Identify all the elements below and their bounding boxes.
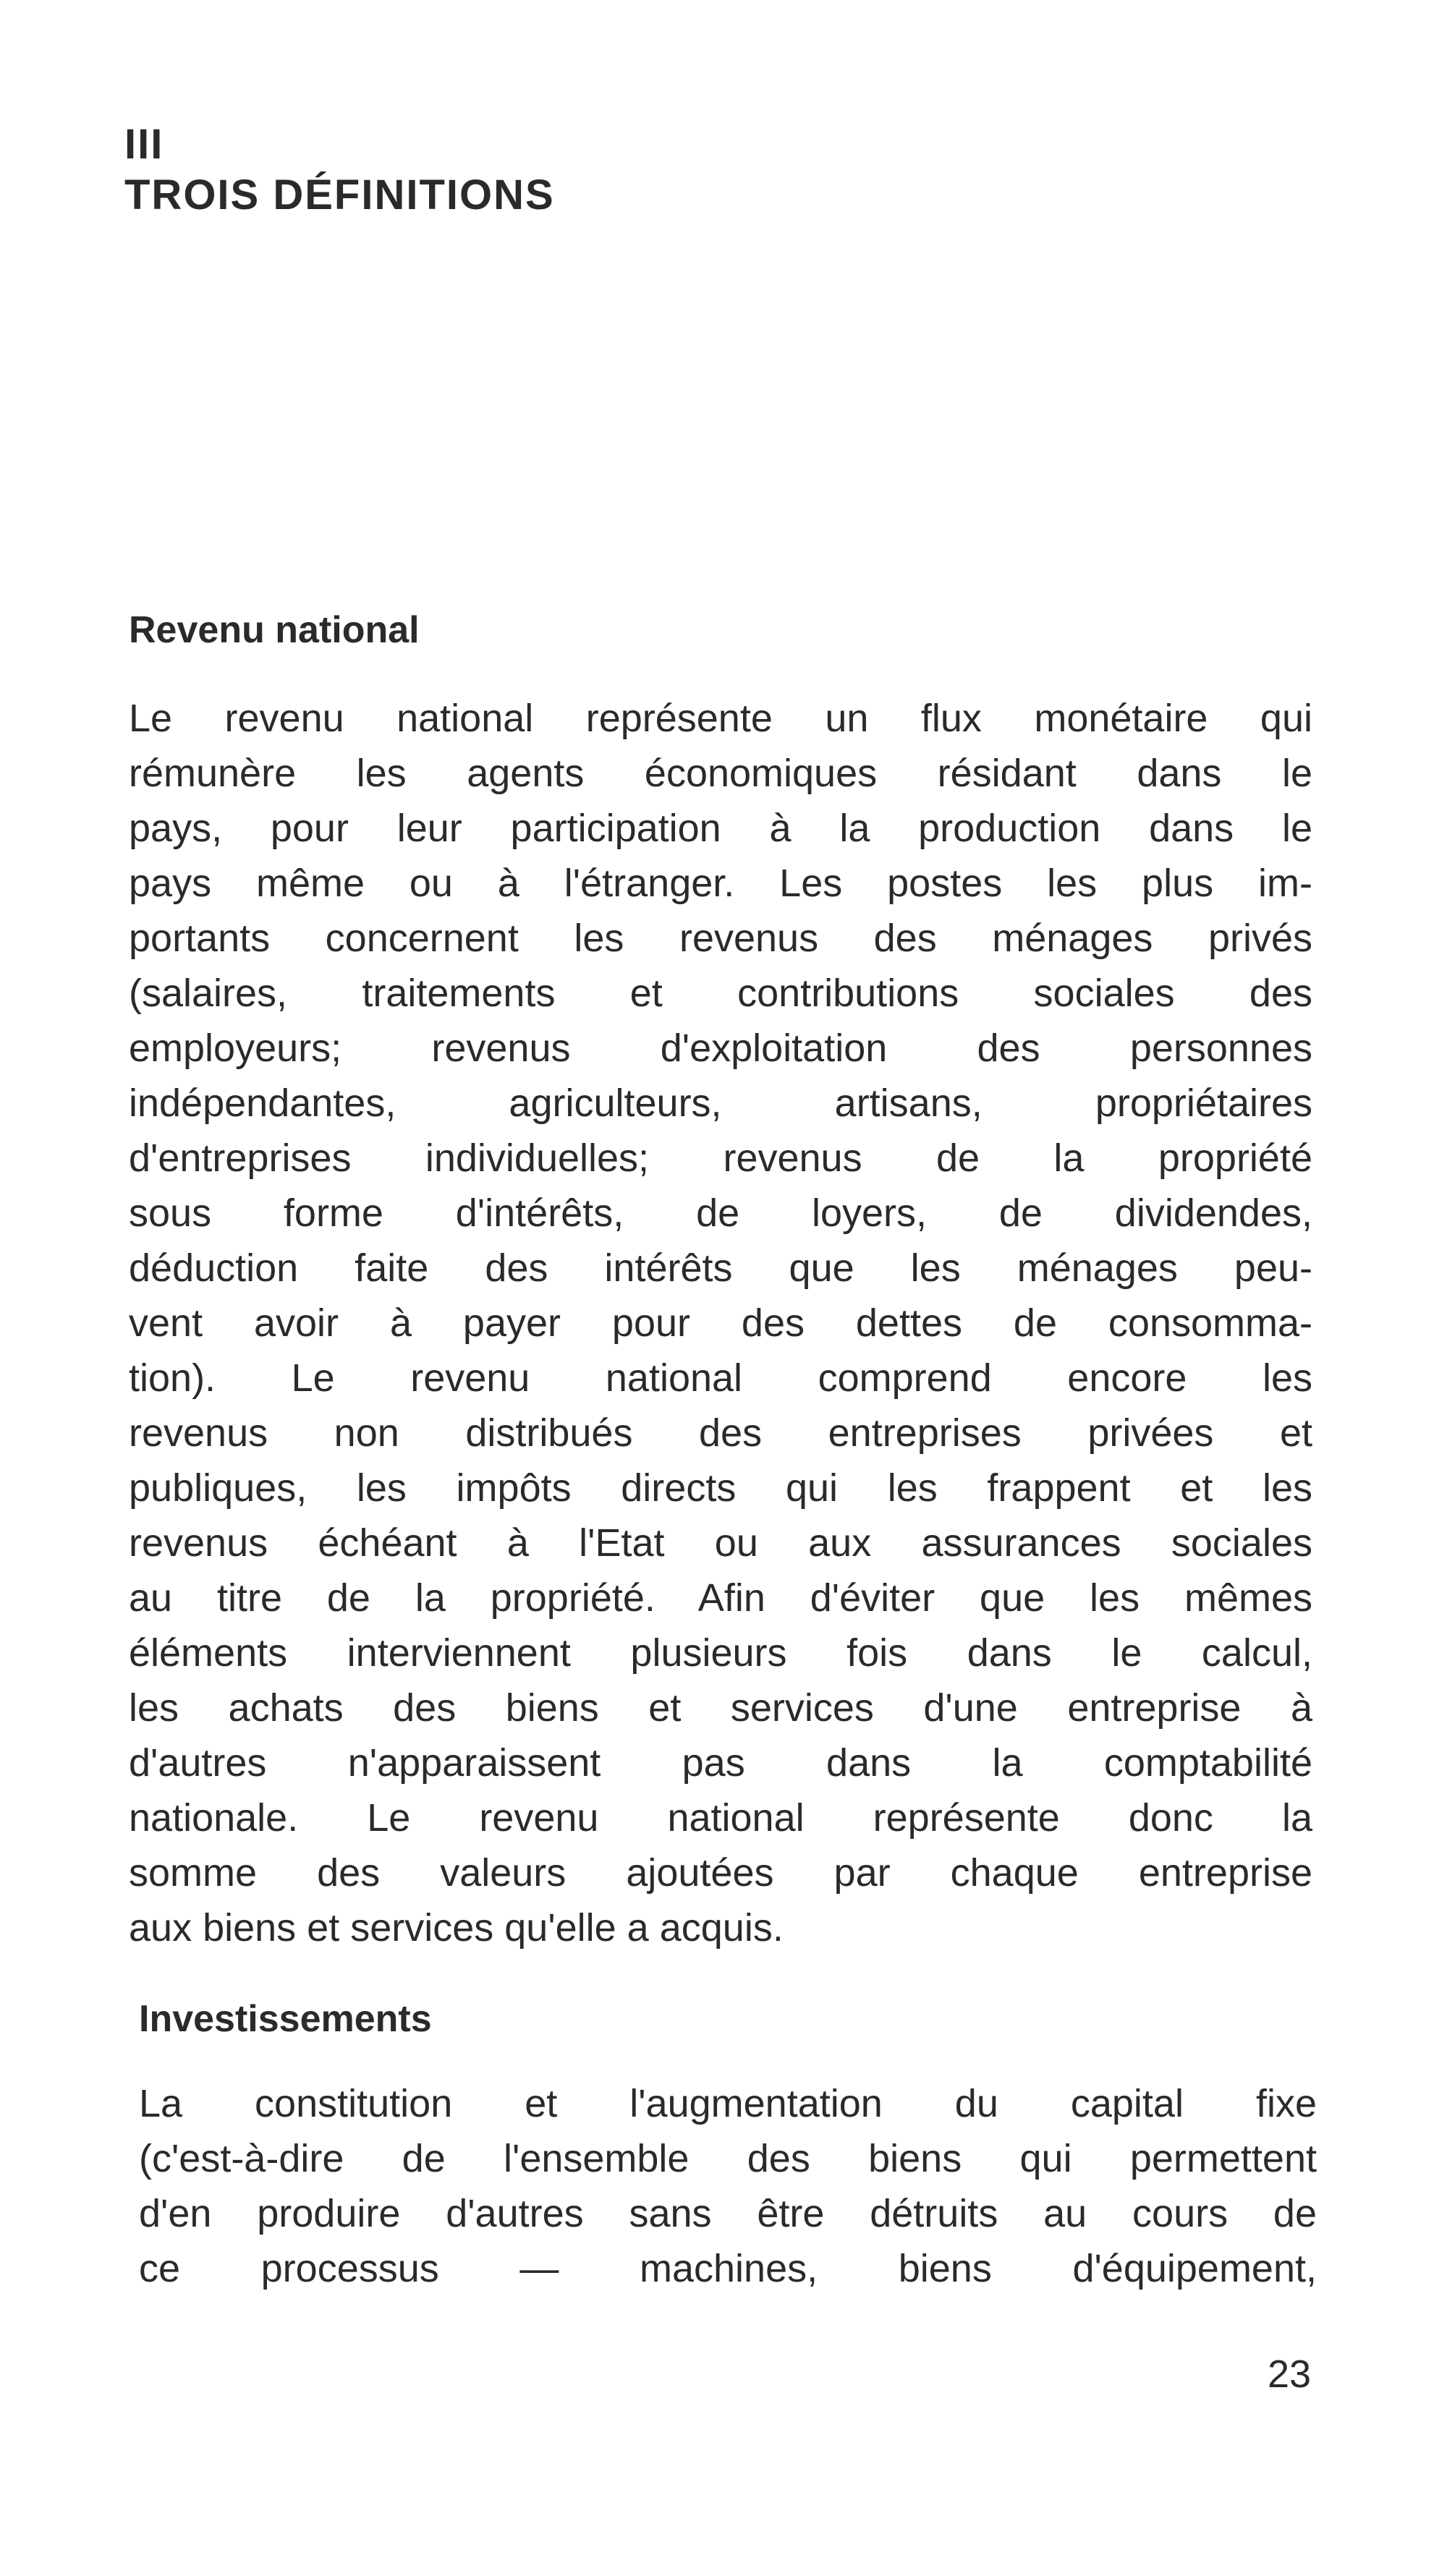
text-line: d'en produire d'autres sans être détruits au cours de — [139, 2192, 1317, 2235]
text-line: d'autres n'apparaissent pas dans la comptabilité — [129, 1741, 1312, 1785]
text-line: (salaires, traitements et contributions sociales des — [129, 972, 1312, 1015]
page-number: 23 — [1268, 2352, 1312, 2396]
text-line: déduction faite des intérêts que les ménages peu- — [129, 1246, 1312, 1290]
paragraph-investissements — [139, 2076, 1317, 2296]
section-heading-investissements: Investissements — [139, 1998, 432, 2040]
text-line: revenus échéant à l'Etat ou aux assurances sociales — [129, 1521, 1312, 1565]
text-line: sous forme d'intérêts, de loyers, de dividendes, — [129, 1191, 1312, 1235]
text-line: somme des valeurs ajoutées par chaque entreprise — [129, 1851, 1312, 1895]
text-line: les achats des biens et services d'une entreprise à — [129, 1686, 1312, 1730]
text-line: ce processus — machines, biens d'équipement, — [139, 2247, 1317, 2290]
chapter-number: III — [124, 121, 164, 168]
text-line: indépendantes, agriculteurs, artisans, propriétaires — [129, 1081, 1312, 1125]
text-line: publiques, les impôts directs qui les frappent et les — [129, 1466, 1312, 1510]
text-line: éléments interviennent plusieurs fois dans le calcul, — [129, 1631, 1312, 1675]
text-line: nationale. Le revenu national représente donc la — [129, 1796, 1312, 1840]
text-line: vent avoir à payer pour des dettes de consomma- — [129, 1301, 1312, 1345]
text-line: revenus non distribués des entreprises privées et — [129, 1411, 1312, 1455]
text-line: pays, pour leur participation à la production dans le — [129, 807, 1312, 850]
paragraph-revenu-national — [129, 691, 1312, 1955]
text-line: (c'est-à-dire de l'ensemble des biens qui permettent — [139, 2137, 1317, 2180]
text-line: La constitution et l'augmentation du capital fixe — [139, 2082, 1317, 2125]
section-heading-revenu-national: Revenu national — [129, 609, 420, 651]
chapter-title: TROIS DÉFINITIONS — [124, 171, 555, 218]
text-line: portants concernent les revenus des ménages privés — [129, 917, 1312, 960]
text-line: Le revenu national représente un flux monétaire qui — [129, 697, 1312, 740]
text-line: rémunère les agents économiques résidant dans le — [129, 752, 1312, 795]
text-line: d'entreprises individuelles; revenus de la propriété — [129, 1136, 1312, 1180]
text-line: employeurs; revenus d'exploitation des personnes — [129, 1026, 1312, 1070]
text-line: au titre de la propriété. Afin d'éviter que les mêmes — [129, 1576, 1312, 1620]
text-line: aux biens et services qu'elle a acquis. — [129, 1906, 784, 1950]
text-line: tion). Le revenu national comprend encore les — [129, 1356, 1312, 1400]
text-line: pays même ou à l'étranger. Les postes les plus im- — [129, 862, 1312, 905]
